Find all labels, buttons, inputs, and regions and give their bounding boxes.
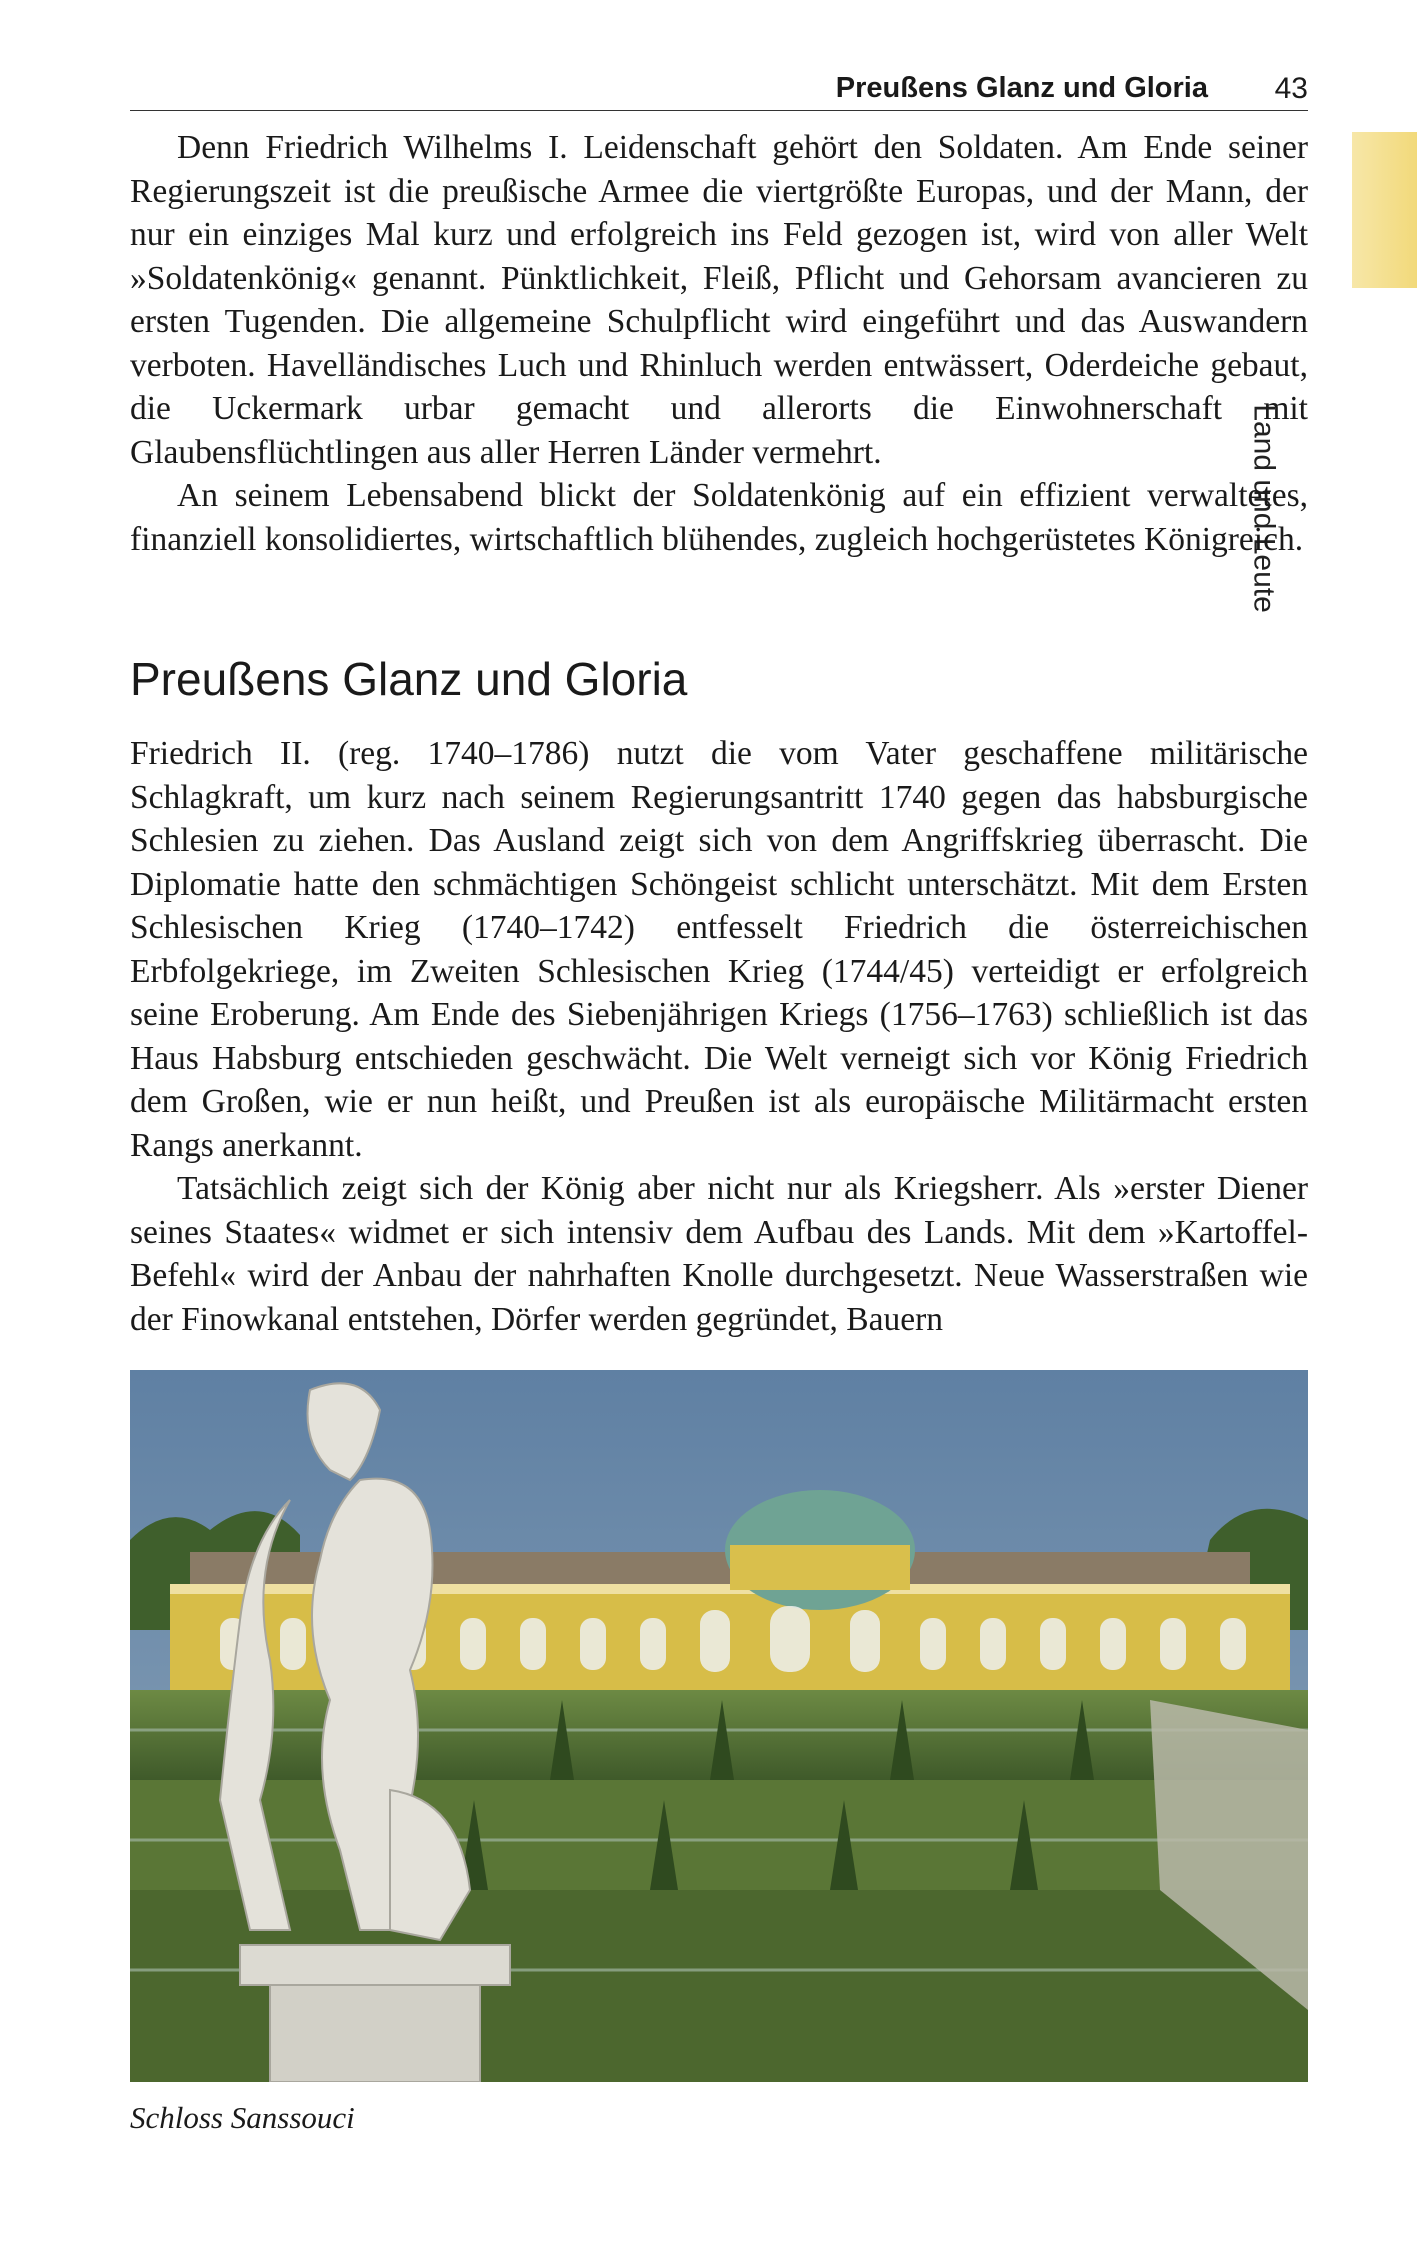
running-head [130, 66, 1308, 111]
section-text [130, 732, 1308, 1341]
dome-drum [730, 1545, 910, 1590]
figure-caption: Schloss Sanssouci [130, 2100, 355, 2135]
chapter-tab-label: Land und Leute [1247, 404, 1281, 613]
page-number: 43 [1274, 72, 1308, 105]
sanssouci-illustration [130, 1370, 1308, 2082]
section-heading: Preußens Glanz und Gloria [130, 653, 688, 705]
chapter-tab [1352, 132, 1417, 288]
pedestal [270, 1985, 480, 2082]
sanssouci-photo [130, 1370, 1308, 2082]
paragraph: Friedrich II. (reg. 1740–1786) nutzt die vom Vater geschaffene militärische Schlagkraft, um kurz nach seinem Regierungsantritt 1740 gegen das habsburgische Schlesien zu ziehen. Das Ausland zeigt sich von dem Angriffskrieg überrascht. Die Diplomatie hatte den schmächtigen Schöngeist schlicht unterschätzt. Mit dem Ersten Schlesischen Krieg (1740–1742) entfesselt Friedrich die österreichischen Erbfolgekriege, im Zweiten Schlesischen Krieg (1744/45) verteidigt er erfolgreich seine Eroberung. Am Ende des Siebenjährigen Kriegs (1756–1763) schließlich ist das Haus Habsburg entschieden geschwächt. Die Welt verneigt sich vor König Friedrich dem Großen, wie er nun heißt, und Preußen ist als europäische Militärmacht ersten Rangs anerkannt. [130, 735, 1308, 1164]
paragraph: Tatsächlich zeigt sich der König aber nicht nur als Kriegsherr. Als »erster Diener seines Staates« widmet er sich intensiv dem Aufbau des Lands. Mit dem »Kartoffel-Befehl« wird der Anbau der nahrhaften Knolle durchgesetzt. Neue Wasserstraßen wie der Finowkanal entstehen, Dörfer werden gegründet, Bauern [130, 1170, 1308, 1338]
running-title: Preußens Glanz und Gloria [835, 72, 1208, 104]
paragraph: An seinem Lebensabend blickt der Soldatenkönig auf ein effizient verwaltetes, finanziell konsolidiertes, wirtschaftlich blühendes, zugleich hochgerüstetes Königreich. [130, 477, 1308, 558]
paragraph: Denn Friedrich Wilhelms I. Leidenschaft gehört den Soldaten. Am Ende seiner Regierungszeit ist die preußische Armee die viertgrößte Europas, und der Mann, der nur ein einziges Mal kurz und erfolgreich ins Feld gezogen ist, wird von aller Welt »Soldatenkönig« genannt. Pünktlichkeit, Fleiß, Pflicht und Gehorsam avancieren zu ersten Tugenden. Die allgemeine Schulpflicht wird eingeführt und das Auswandern verboten. Havelländisches Luch und Rhinluch werden entwässert, Oderdeiche gebaut, die Uckermark urbar gemacht und allerorts die Einwohnerschaft mit Glaubensflüchtlingen aus aller Herren Länder vermehrt. [130, 129, 1308, 471]
terrace-2 [130, 1780, 1308, 1890]
intro-text [130, 126, 1308, 561]
pedestal-top [240, 1945, 510, 1985]
